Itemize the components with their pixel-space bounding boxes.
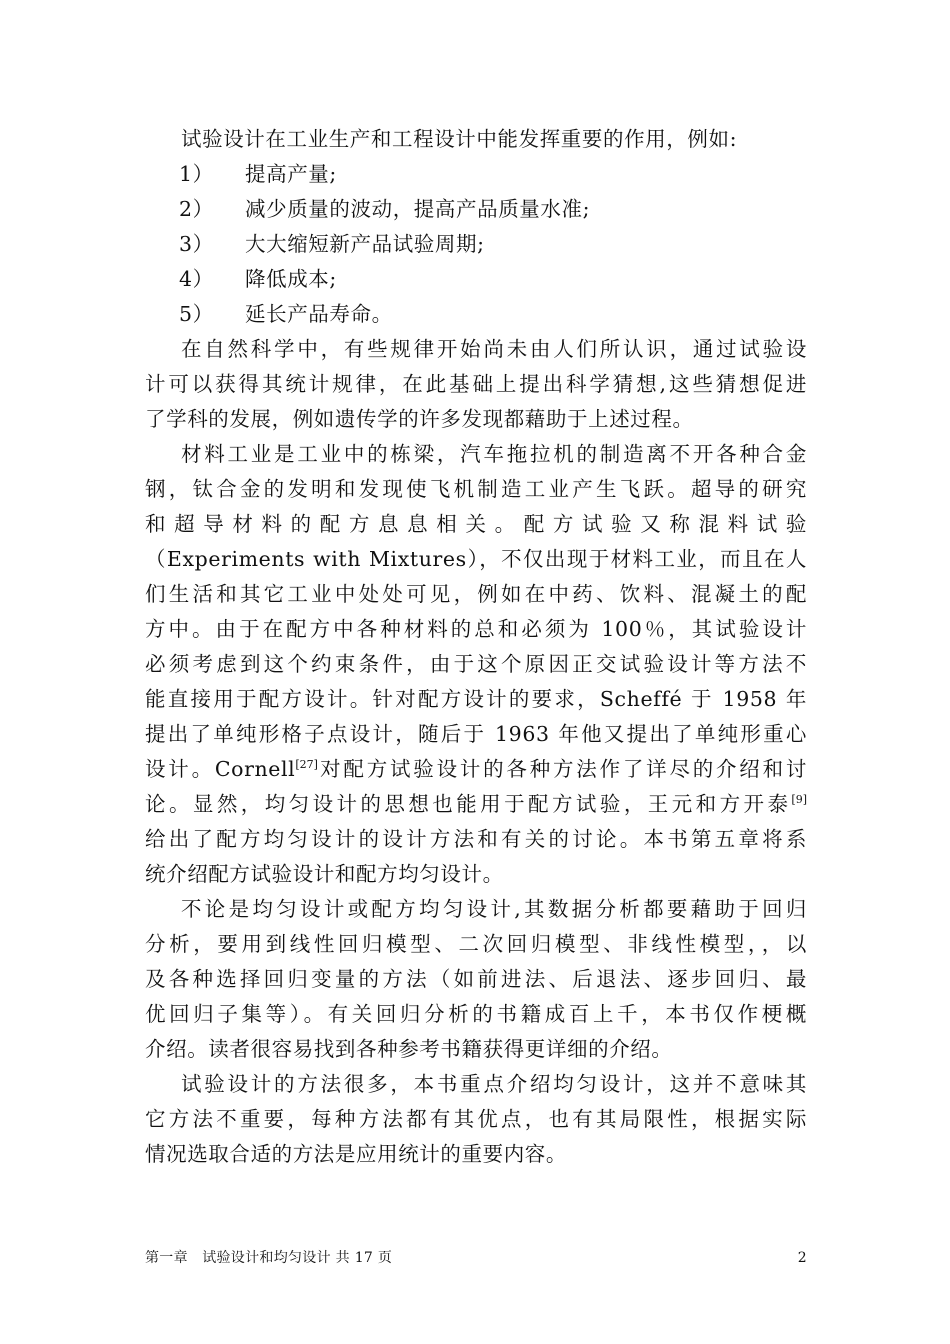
list-text: 降低成本; xyxy=(245,267,337,291)
text-line: 介绍。读者很容易找到各种参考书籍获得更详细的介绍。 xyxy=(145,1037,673,1061)
text-line: 必须考虑到这个约束条件，由于这个原因正交试验设计等方法不 xyxy=(145,652,807,676)
text-line: 不论是均匀设计或配方均匀设计,其数据分析都要藉助于回归 xyxy=(181,897,807,921)
intro-line: 试验设计在工业生产和工程设计中能发挥重要的作用，例如: xyxy=(181,127,738,151)
text-line: 情况选取合适的方法是应用统计的重要内容。 xyxy=(145,1142,567,1166)
body-text xyxy=(145,122,807,1172)
list-item xyxy=(145,262,807,297)
text-line: （Experiments with Mixtures），不仅出现于材料工业，而且在人 xyxy=(145,547,807,571)
paragraph-materials xyxy=(145,437,807,892)
list-text: 大大缩短新产品试验周期; xyxy=(245,232,485,256)
footer-chapter-title: 第一章 试验设计和均匀设计 共 17 页 xyxy=(145,1250,393,1266)
list-number: 5） xyxy=(179,302,214,326)
list-item xyxy=(145,192,807,227)
list-item xyxy=(145,157,807,192)
paragraph-natural-science xyxy=(145,332,807,437)
text-fragment: 对配方试验设计的各种方法作了详尽的介绍和讨 xyxy=(317,757,807,781)
text-line: 材料工业是工业中的栋梁，汽车拖拉机的制造离不开各种合金 xyxy=(181,442,807,466)
text-line: 试验设计的方法很多，本书重点介绍均匀设计，这并不意味其 xyxy=(181,1072,807,1096)
citation-ref: [9] xyxy=(791,793,807,807)
list-number: 4） xyxy=(179,267,214,291)
text-line xyxy=(145,787,807,822)
text-line: 提出了单纯形格子点设计，随后于 1963 年他又提出了单纯形重心 xyxy=(145,722,807,746)
page-footer xyxy=(145,1248,807,1268)
text-line: 优回归子集等）。有关回归分析的书籍成百上千，本书仅作梗概 xyxy=(145,1002,807,1026)
text-line: 钢，钛合金的发明和发现使飞机制造工业产生飞跃。超导的研究 xyxy=(145,477,807,501)
citation-ref: [27] xyxy=(295,758,318,772)
text-line: 统介绍配方试验设计和配方均匀设计。 xyxy=(145,862,504,886)
list-item xyxy=(145,227,807,262)
list-text: 减少质量的波动，提高产品质量水准; xyxy=(245,197,591,221)
text-line: 方中。由于在配方中各种材料的总和必须为 100％，其试验设计 xyxy=(145,617,807,641)
list-number: 1） xyxy=(179,162,214,186)
page-number: 2 xyxy=(797,1250,807,1266)
text-line: 计可以获得其统计规律，在此基础上提出科学猜想,这些猜想促进 xyxy=(145,372,807,396)
list-item xyxy=(145,297,807,332)
text-line: 在自然科学中，有些规律开始尚未由人们所认识，通过试验设 xyxy=(181,337,807,361)
text-line: 它方法不重要，每种方法都有其优点，也有其局限性，根据实际 xyxy=(145,1107,807,1131)
list-text: 延长产品寿命。 xyxy=(245,302,393,326)
text-line: 了学科的发展，例如遗传学的许多发现都藉助于上述过程。 xyxy=(145,407,694,431)
text-line: 能直接用于配方设计。针对配方设计的要求，Scheffé 于 1958 年 xyxy=(145,687,807,711)
paragraph-methods xyxy=(145,1067,807,1172)
paragraph-regression xyxy=(145,892,807,1067)
list-text: 提高产量; xyxy=(245,162,337,186)
text-line: 和超导材料的配方息息相关。配方试验又称混料试验 xyxy=(145,512,807,536)
list-number: 2） xyxy=(179,197,214,221)
text-fragment: 设计。Cornell xyxy=(145,757,296,781)
text-line: 给出了配方均匀设计的设计方法和有关的讨论。本书第五章将系 xyxy=(145,827,807,851)
list-number: 3） xyxy=(179,232,214,256)
text-line xyxy=(145,752,807,787)
text-line: 分析，要用到线性回归模型、二次回归模型、非线性模型，，以 xyxy=(145,932,807,956)
text-line: 们生活和其它工业中处处可见，例如在中药、饮料、混凝土的配 xyxy=(145,582,807,606)
text-fragment: 论。显然，均匀设计的思想也能用于配方试验，王元和方开泰 xyxy=(145,792,792,816)
text-line: 及各种选择回归变量的方法（如前进法、后退法、逐步回归、最 xyxy=(145,967,807,991)
